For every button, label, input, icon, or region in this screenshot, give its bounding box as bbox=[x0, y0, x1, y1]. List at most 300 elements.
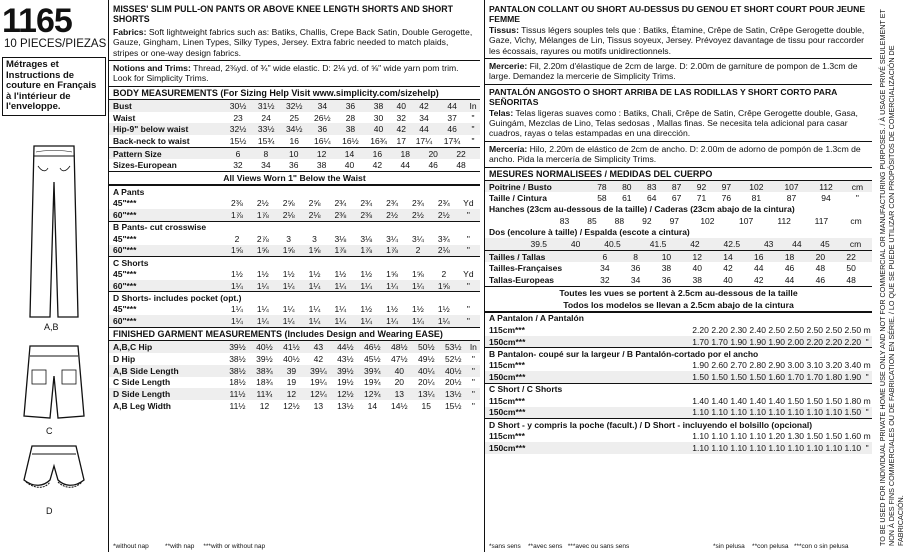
table-row bbox=[485, 430, 872, 442]
table-cell: 87 bbox=[664, 181, 689, 193]
table-cell: 1.30 bbox=[787, 431, 804, 442]
row-label: Pattern Size bbox=[109, 148, 224, 160]
table-row bbox=[485, 418, 872, 430]
table-cell: 102 bbox=[700, 216, 715, 227]
row-label: 115cm*** bbox=[489, 324, 525, 335]
table-cell: 1.40 bbox=[711, 395, 728, 406]
table-cell: 53½ bbox=[440, 341, 467, 353]
table-cell: " bbox=[467, 365, 480, 377]
table-row bbox=[485, 312, 872, 324]
table-cell: 1⅞ bbox=[250, 209, 276, 221]
table-cell: 42.5 bbox=[709, 238, 755, 250]
row-label: 115cm*** bbox=[489, 360, 525, 371]
table-cell: 1½ bbox=[412, 304, 424, 315]
table-cell: 1.10 bbox=[787, 407, 804, 418]
table-cell: 36 bbox=[336, 100, 364, 112]
table-cell: 44 bbox=[400, 160, 411, 171]
table-cell: 41.5 bbox=[635, 238, 681, 250]
table-cell: 1½ bbox=[231, 269, 243, 280]
table-cell: 40.5 bbox=[590, 238, 636, 250]
pieces-count: 10 PIECES/PIEZAS bbox=[4, 38, 107, 50]
table-cell: 3 bbox=[312, 233, 317, 244]
table-cell: " bbox=[471, 112, 475, 123]
table-cell: 46½ bbox=[359, 341, 386, 353]
table-cell: 40 bbox=[723, 274, 733, 285]
table-cell: 32 bbox=[600, 274, 610, 285]
table-cell: 1¼ bbox=[353, 315, 379, 327]
table-cell: 20½ bbox=[444, 377, 462, 388]
table-cell: 2⅛ bbox=[302, 209, 328, 221]
table-cell: 40 bbox=[364, 123, 392, 135]
row-label: 60"*** bbox=[109, 280, 224, 292]
table-cell: 2.20 bbox=[692, 324, 709, 335]
table-cell: " bbox=[862, 407, 872, 419]
table-cell: 2⅝ bbox=[282, 198, 295, 209]
row-label: 115cm*** bbox=[489, 431, 525, 442]
table-cell: 44 bbox=[754, 263, 764, 274]
table-cell: 81 bbox=[751, 193, 762, 204]
table-cell: 37 bbox=[447, 112, 457, 123]
table-cell: 1⅝ bbox=[224, 245, 250, 257]
table-cell: 48 bbox=[846, 274, 856, 285]
table-cell: 10 bbox=[651, 250, 682, 262]
finished-measurements-table bbox=[109, 341, 480, 412]
footnote-con-o-sin-pelusa: ***con o sin pelusa bbox=[793, 543, 849, 550]
table-cell: 18¾ bbox=[256, 377, 273, 388]
table-cell: " bbox=[855, 193, 859, 204]
table-cell: 97 bbox=[714, 181, 739, 193]
table-cell: 1.90 bbox=[730, 336, 747, 347]
table-cell: In bbox=[466, 100, 480, 112]
table-cell: 1⅝ bbox=[412, 269, 424, 280]
table-cell: 1½ bbox=[334, 269, 347, 280]
table-cell: 2½ bbox=[431, 209, 457, 221]
row-label: Hip-9" below waist bbox=[109, 123, 224, 135]
table-cell: 46 bbox=[428, 160, 438, 171]
table-cell: 32½ bbox=[224, 123, 252, 135]
row-label: 45"*** bbox=[113, 198, 137, 209]
table-cell: m bbox=[863, 324, 871, 335]
table-cell: 2½ bbox=[256, 198, 269, 209]
table-cell: 46 bbox=[438, 123, 466, 135]
row-label: 60"*** bbox=[109, 245, 224, 257]
table-cell: 2¾ bbox=[360, 198, 373, 209]
table-cell: 87 bbox=[786, 193, 797, 204]
row-label: A,B,C Hip bbox=[109, 341, 224, 353]
row-label: Tailles-Françaises bbox=[489, 263, 563, 274]
mercerie-label: Mercerie: bbox=[489, 61, 528, 72]
table-cell: 2⅛ bbox=[276, 209, 302, 221]
table-cell: 11¾ bbox=[251, 388, 278, 400]
table-cell: 1¼ bbox=[431, 315, 457, 327]
table-row bbox=[109, 245, 480, 257]
table-cell: 28 bbox=[345, 112, 356, 123]
table-cell: 1.10 bbox=[692, 431, 709, 442]
table-cell: cm bbox=[850, 216, 862, 227]
table-cell: 48 bbox=[456, 160, 466, 171]
table-cell: 1.40 bbox=[692, 395, 709, 406]
table-cell: 2.40 bbox=[749, 324, 766, 335]
table-cell: 78 bbox=[589, 181, 614, 193]
row-label bbox=[485, 238, 516, 250]
row-label: C Side Length bbox=[113, 377, 171, 388]
row-label: 150cm*** bbox=[485, 336, 691, 348]
table-cell: 34 bbox=[600, 263, 610, 274]
note-spanish: Todos los modelos se llevan a 2.5cm abajo de la cintura bbox=[485, 299, 872, 312]
row-label: Poitrine / Busto bbox=[485, 181, 589, 193]
table-cell: 45 bbox=[811, 238, 839, 250]
row-label: D Hip bbox=[113, 353, 136, 364]
table-cell: 19¼ bbox=[310, 377, 327, 388]
table-cell bbox=[475, 159, 480, 171]
table-cell: 44 bbox=[783, 238, 811, 250]
table-cell: 1.10 bbox=[730, 442, 747, 453]
table-row bbox=[109, 233, 480, 245]
table-cell: 48½ bbox=[386, 341, 413, 353]
table-cell: 36 bbox=[630, 263, 641, 274]
table-cell: 36 bbox=[661, 274, 672, 285]
usage-disclaimer: TO BE USED FOR INDIVIDUAL PRIVATE HOME USE ONLY AND NOT FOR COMMERCIAL OR MANUFACTURING PURPOSES. / À USAGE PRIVÉ SEULEMENT ET NON À DES FINS COMMERCIALES OU DE FABRICATION EN SÉRIE. / LO QUE SE PUEDE UTILIZAR CON PROPÓSITOS DE COMERCIALIZACIÓN DE FABRICACIÓN. bbox=[878, 9, 905, 546]
table-cell: 48 bbox=[815, 263, 826, 274]
table-row bbox=[485, 181, 872, 193]
table-cell: Yd bbox=[463, 198, 474, 209]
table-cell: 88 bbox=[614, 216, 625, 227]
table-cell: 1.10 bbox=[730, 407, 747, 418]
table-cell: " bbox=[457, 315, 480, 327]
vertical-disclaimer-column bbox=[872, 0, 905, 552]
table-cell: 1.10 bbox=[825, 407, 843, 418]
table-cell: 2.50 bbox=[768, 324, 785, 335]
table-cell: 16 bbox=[743, 250, 774, 262]
table-cell: 42 bbox=[681, 238, 709, 250]
table-cell: 40½ bbox=[283, 353, 300, 364]
table-cell: 17¼ bbox=[415, 136, 433, 147]
table-cell: 40¼ bbox=[413, 365, 440, 377]
table-cell: 15¾ bbox=[257, 136, 275, 147]
table-cell: 20 bbox=[394, 377, 405, 388]
table-row bbox=[109, 123, 480, 135]
table-row bbox=[485, 359, 872, 371]
table-cell: 3.10 bbox=[806, 360, 824, 371]
table-cell: 12½ bbox=[332, 388, 359, 400]
table-row bbox=[109, 256, 480, 268]
table-cell: 12 bbox=[308, 148, 336, 160]
table-cell: 34 bbox=[419, 112, 429, 123]
table-cell: 2.70 bbox=[730, 360, 747, 371]
table-row bbox=[109, 292, 480, 304]
table-cell: 2.50 bbox=[844, 324, 862, 335]
table-cell: 97 bbox=[669, 216, 680, 227]
table-cell: m bbox=[863, 395, 871, 406]
row-label: D Side Length bbox=[109, 388, 224, 400]
table-cell: 1.10 bbox=[806, 442, 824, 453]
table-row bbox=[109, 280, 480, 292]
table-cell: 15 bbox=[421, 401, 431, 412]
table-cell: 13 bbox=[386, 388, 413, 400]
table-cell: 102 bbox=[739, 181, 774, 193]
table-cell: cm bbox=[843, 181, 872, 193]
table-cell: 20¼ bbox=[417, 377, 435, 388]
table-cell: 39.5 bbox=[516, 238, 562, 250]
table-cell: 19¾ bbox=[364, 377, 381, 388]
table-cell: " bbox=[471, 377, 475, 388]
row-label: D Shorts- includes pocket (opt.) bbox=[109, 292, 480, 304]
dos-table bbox=[485, 238, 872, 250]
tailles-table bbox=[485, 250, 872, 286]
table-cell: 43½ bbox=[337, 353, 354, 364]
table-cell: 39¾ bbox=[359, 365, 386, 377]
table-cell: " bbox=[466, 233, 470, 244]
table-cell: 34½ bbox=[280, 123, 308, 135]
table-cell: 34 bbox=[308, 100, 336, 112]
tissus-text: Tissus légers souples tels que : Batiks, Étamine, Crêpe de Satin, Crêpe Gerogette double, Gaze, Vichy, Mélanges de Lin, Tissus soyeux, Jersey. Prévoyez davantage de tissu pour raccorder les écossais, rayures ou motifs unidirectionnels. bbox=[489, 24, 865, 56]
table-cell: 43 bbox=[755, 238, 783, 250]
pattern-sizes-table bbox=[109, 147, 480, 171]
table-cell: 1.10 bbox=[806, 407, 824, 418]
table-cell: 1.10 bbox=[749, 442, 766, 453]
table-cell: 33½ bbox=[252, 123, 280, 135]
table-cell: 1.70 bbox=[692, 336, 709, 347]
table-cell: 38½ bbox=[224, 365, 251, 377]
footnote-avec-ou-sans-sens: ***avec ou sans sens bbox=[567, 543, 630, 550]
row-label: 150cm*** bbox=[485, 442, 691, 454]
table-cell: 3⅛ bbox=[360, 233, 373, 244]
table-cell: 2.20 bbox=[825, 336, 843, 347]
merceria-text: Hilo, 2.20m de elástico de 2cm de ancho. D: 2.00m de adorno de pompón de 1.3cm de ancho. Pida la mercería de Simplicity Trims. bbox=[489, 143, 861, 165]
table-cell: 14 bbox=[713, 250, 744, 262]
table-cell: 2¾ bbox=[412, 198, 424, 209]
table-row bbox=[485, 348, 872, 360]
table-cell: 2.20 bbox=[844, 336, 862, 347]
table-cell: 83 bbox=[559, 216, 570, 227]
table-cell: 30½ bbox=[224, 100, 252, 112]
table-cell: 6 bbox=[224, 148, 252, 160]
table-row bbox=[109, 148, 480, 160]
table-cell: 1¼ bbox=[327, 280, 353, 292]
table-cell: 38½ bbox=[229, 353, 246, 364]
table-cell: 92 bbox=[689, 181, 714, 193]
row-label: D Short - y compris la poche (facult.) / D Short - incluyendo el bolsillo (opcional) bbox=[485, 418, 872, 430]
table-cell: 1½ bbox=[437, 304, 450, 315]
table-cell: 2⅜ bbox=[353, 209, 379, 221]
spanish-block bbox=[485, 84, 872, 141]
table-row bbox=[109, 353, 480, 365]
row-label: B Pantalon- coupé sur la largeur / B Pantalón-cortado por el ancho bbox=[485, 348, 872, 360]
table-cell: 8 bbox=[252, 148, 280, 160]
table-cell: 30 bbox=[373, 112, 384, 123]
table-row bbox=[485, 324, 872, 336]
table-cell: 1.10 bbox=[825, 442, 843, 453]
telas-label: Telas: bbox=[489, 107, 514, 118]
fabrics-label: Fabrics: bbox=[113, 26, 147, 37]
row-label: A Pantalon / A Pantalón bbox=[485, 312, 872, 324]
hanches-table bbox=[485, 215, 872, 227]
table-cell: m bbox=[863, 360, 871, 371]
table-cell: 42 bbox=[410, 100, 438, 112]
table-cell: 32 bbox=[233, 160, 243, 171]
table-cell: " bbox=[467, 388, 480, 400]
table-cell: 15½ bbox=[444, 401, 462, 412]
table-cell: 2.50 bbox=[825, 324, 843, 335]
table-cell: 2.90 bbox=[768, 360, 785, 371]
hanches-label: Hanches (23cm au-dessous de la taille) / Caderas (23cm abajo de la cintura) bbox=[489, 204, 795, 215]
table-cell: 1¼ bbox=[405, 280, 431, 292]
table-cell: 39½ bbox=[256, 353, 273, 364]
table-cell: 38 bbox=[316, 160, 327, 171]
table-cell: 1½ bbox=[308, 269, 321, 280]
table-cell: 1⅞ bbox=[327, 245, 353, 257]
table-cell: 16½ bbox=[342, 136, 359, 147]
table-row bbox=[109, 221, 480, 233]
table-cell: 1.80 bbox=[825, 371, 843, 382]
table-cell: 32 bbox=[396, 112, 406, 123]
table-cell: 8 bbox=[620, 250, 651, 262]
table-cell: 31½ bbox=[252, 100, 280, 112]
table-cell: 3 bbox=[286, 233, 292, 244]
table-cell: 85 bbox=[587, 216, 597, 227]
left-column bbox=[0, 0, 108, 552]
spanish-title: PANTALÓN ANGOSTO O SHORT ARRIBA DE LAS RODILLAS Y SHORT CORTO PARA SEÑORITAS bbox=[489, 86, 838, 108]
table-cell: 44 bbox=[410, 123, 438, 135]
table-cell: " bbox=[466, 304, 470, 315]
table-row bbox=[485, 336, 872, 348]
table-cell: 6 bbox=[589, 250, 620, 262]
table-cell: 49½ bbox=[417, 353, 435, 364]
table-cell: 112 bbox=[809, 181, 843, 193]
table-cell: m bbox=[863, 431, 871, 442]
table-cell: 1⅝ bbox=[250, 245, 276, 257]
table-cell: 1⅞ bbox=[353, 245, 379, 257]
table-cell: 80 bbox=[614, 181, 639, 193]
table-cell: 34 bbox=[630, 274, 641, 285]
table-cell: 1¼ bbox=[302, 280, 328, 292]
table-row bbox=[109, 159, 480, 171]
table-cell: 1.70 bbox=[787, 371, 804, 382]
table-cell: 2 bbox=[441, 269, 447, 280]
table-row bbox=[109, 365, 480, 377]
row-label: Sizes-European bbox=[113, 160, 177, 171]
notions-label: Notions and Trims: bbox=[113, 63, 191, 74]
table-cell: 71 bbox=[696, 193, 707, 204]
row-label: C Shorts bbox=[109, 256, 480, 268]
table-cell: 1.70 bbox=[711, 336, 728, 347]
telas-text: Telas ligeras suaves como : Batiks, Chali, Crêpe de Satin, Crêpe Gerogette double, Gasa, Guingám, Mezclas de Lino, Telas sedosas , Mallas finas. Se necesita tela adicional para casar cuadros, rayas o telas estampadas en una dirección. bbox=[489, 107, 858, 139]
table-cell: " bbox=[457, 280, 480, 292]
label-ab: A,B bbox=[44, 322, 59, 332]
table-row bbox=[109, 304, 480, 316]
table-cell: 1.60 bbox=[844, 431, 862, 442]
table-cell: Yd bbox=[463, 269, 474, 280]
body-measurements-header: BODY MEASUREMENTS (For Sizing Help Visit www.simplicity.com/sizehelp) bbox=[109, 86, 480, 100]
table-cell: " bbox=[862, 371, 872, 383]
pattern-number: 1165 bbox=[2, 2, 72, 40]
table-cell: 11½ bbox=[224, 388, 251, 400]
fabrics-text: Soft lightweight fabrics such as: Batiks, Challis, Crepe Back Satin, Double Gerogette, Gauze, Gingham, Linen Types, Silky Types, Jersey. Extra fabric needed to match plaids, stripes or one-way design fabrics. bbox=[113, 26, 473, 58]
table-cell: 1.10 bbox=[692, 407, 709, 418]
french-title-block bbox=[485, 0, 872, 58]
views-note: All Views Worn 1" Below the Waist bbox=[109, 171, 480, 185]
table-cell: 2 bbox=[405, 245, 431, 257]
table-cell: " bbox=[862, 442, 872, 454]
table-cell: 12 bbox=[278, 388, 305, 400]
mesures-table bbox=[485, 181, 872, 205]
row-label: Tailles / Tallas bbox=[485, 250, 589, 262]
mercerie-text: Fil, 2.20m d'élastique de 2cm de large. D: 2.00m de garniture de pompon de 1.3cm de large. Demandez la mercerie de Simplicity Trims. bbox=[489, 61, 858, 82]
row-label: B Pants- cut crosswise bbox=[109, 221, 480, 233]
table-cell: 1.10 bbox=[711, 431, 728, 442]
table-cell: " bbox=[471, 136, 475, 147]
table-cell bbox=[475, 148, 480, 160]
table-cell: 76 bbox=[721, 193, 732, 204]
table-cell: 19½ bbox=[337, 377, 354, 388]
table-row bbox=[109, 209, 480, 221]
table-cell: 1.90 bbox=[844, 371, 862, 382]
row-label: 60"*** bbox=[109, 315, 224, 327]
table-cell: 1¼ bbox=[405, 315, 431, 327]
table-cell: 2⅝ bbox=[308, 198, 321, 209]
table-cell: 46 bbox=[815, 274, 826, 285]
table-row bbox=[485, 274, 872, 286]
table-row bbox=[109, 135, 480, 147]
row-label: Taille / Cintura bbox=[489, 193, 547, 204]
english-footnotes bbox=[113, 543, 265, 550]
merceria-block bbox=[485, 141, 872, 167]
table-cell: 1.10 bbox=[711, 407, 728, 418]
table-cell: 14 bbox=[367, 401, 378, 412]
table-row bbox=[485, 250, 872, 262]
table-cell: 1.50 bbox=[711, 371, 728, 382]
table-row bbox=[485, 395, 872, 407]
table-cell: 58 bbox=[597, 193, 607, 204]
table-cell: 92 bbox=[642, 216, 652, 227]
table-cell: 1¼ bbox=[379, 315, 405, 327]
table-cell: 40 bbox=[393, 100, 410, 112]
table-cell: 3.40 bbox=[844, 360, 862, 371]
table-cell: 50½ bbox=[413, 341, 440, 353]
table-cell: 1.10 bbox=[711, 442, 728, 453]
table-cell: " bbox=[457, 245, 480, 257]
table-cell: 3.00 bbox=[787, 360, 804, 371]
row-label: 150cm*** bbox=[485, 371, 691, 383]
row-label: Back-neck to waist bbox=[113, 136, 190, 147]
table-cell: 2¾ bbox=[334, 198, 347, 209]
table-cell: 3¾ bbox=[437, 233, 450, 244]
table-cell: 61 bbox=[622, 193, 632, 204]
table-cell: 1.50 bbox=[825, 395, 843, 406]
table-cell: 44 bbox=[784, 274, 795, 285]
table-cell: 1½ bbox=[360, 304, 373, 315]
table-cell: 1.50 bbox=[787, 395, 804, 406]
table-cell: 2.20 bbox=[806, 336, 824, 347]
body-measurements-table bbox=[109, 100, 480, 147]
table-cell: 14 bbox=[336, 148, 364, 160]
table-cell: 1.20 bbox=[768, 431, 785, 442]
table-cell: 34 bbox=[261, 160, 271, 171]
footnote-with-or-without-nap: ***with or without nap bbox=[203, 543, 266, 550]
table-cell: 12 bbox=[259, 401, 270, 412]
table-cell: 2¾ bbox=[437, 198, 450, 209]
table-cell: 117 bbox=[814, 216, 829, 227]
table-cell: 12½ bbox=[283, 401, 300, 412]
table-cell: 1.90 bbox=[692, 360, 709, 371]
table-cell: 46 bbox=[784, 263, 795, 274]
table-cell: 20 bbox=[419, 148, 447, 160]
table-cell: 1.50 bbox=[806, 395, 824, 406]
table-cell: 1½ bbox=[282, 269, 295, 280]
table-cell: 1⅞ bbox=[224, 209, 250, 221]
row-label: Bust bbox=[109, 100, 224, 112]
table-cell: 42 bbox=[754, 274, 764, 285]
